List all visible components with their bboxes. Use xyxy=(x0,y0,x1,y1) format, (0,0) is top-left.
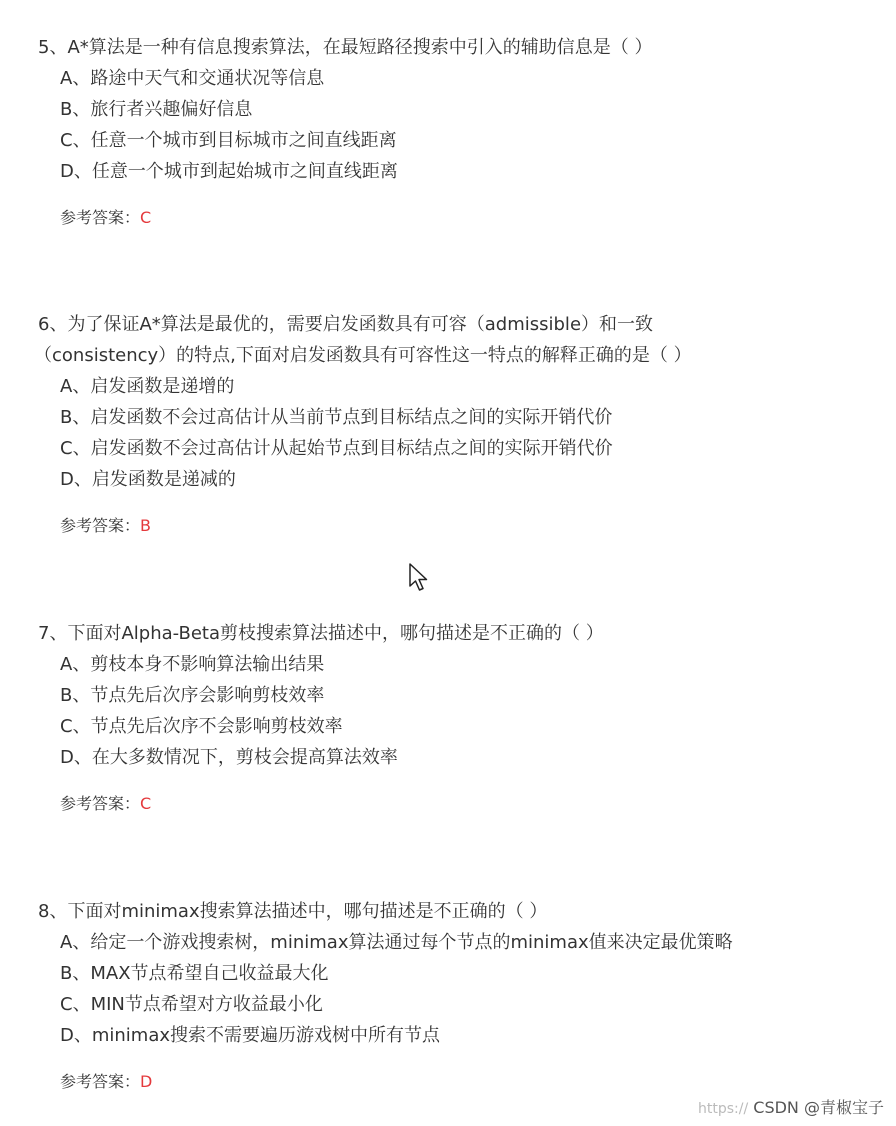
question-8-option-b: B、MAX节点希望自己收益最大化 xyxy=(60,963,329,984)
answer-label: 参考答案： xyxy=(60,516,141,535)
question-6-text xyxy=(34,309,858,371)
watermark-faded-url: https:// xyxy=(698,1101,749,1117)
question-5-text xyxy=(38,32,858,63)
question-5-option-b: B、旅行者兴趣偏好信息 xyxy=(60,99,253,120)
question-8-answer xyxy=(60,1071,858,1093)
question-6-option-d: D、启发函数是递减的 xyxy=(60,469,236,490)
question-7-answer xyxy=(60,793,858,815)
question-6-option-c: C、启发函数不会过高估计从起始节点到目标结点之间的实际开销代价 xyxy=(60,438,613,459)
question-5-option-c: C、任意一个城市到目标城市之间直线距离 xyxy=(60,130,397,151)
question-8-stem: 8、下面对minimax搜索算法描述中，哪句描述是不正确的（ ） xyxy=(38,901,548,922)
mouse-cursor-icon xyxy=(408,562,430,592)
question-7-stem: 7、下面对Alpha-Beta剪枝搜索算法描述中，哪句描述是不正确的（ ） xyxy=(38,623,604,644)
question-6 xyxy=(34,309,858,537)
question-7-option-d: D、在大多数情况下，剪枝会提高算法效率 xyxy=(60,747,398,768)
question-7-option-c: C、节点先后次序不会影响剪枝效率 xyxy=(60,716,343,737)
question-6-option-a: A、启发函数是递增的 xyxy=(60,376,235,397)
question-6-option-b: B、启发函数不会过高估计从当前节点到目标结点之间的实际开销代价 xyxy=(60,407,613,428)
question-6-answer xyxy=(60,515,858,537)
question-6-stem: 6、为了保证A*算法是最优的，需要启发函数具有可容（admissible）和一致 xyxy=(38,314,654,335)
answer-label: 参考答案： xyxy=(60,1072,141,1091)
answer-value: B xyxy=(140,516,151,535)
question-5-option-d: D、任意一个城市到起始城市之间直线距离 xyxy=(60,161,398,182)
answer-label: 参考答案： xyxy=(60,794,141,813)
csdn-watermark xyxy=(698,1095,884,1118)
question-5-answer xyxy=(60,207,858,229)
question-5-option-a: A、路途中天气和交通状况等信息 xyxy=(60,68,325,89)
question-8-option-d: D、minimax搜索不需要遍历游戏树中所有节点 xyxy=(60,1025,441,1046)
question-7 xyxy=(38,618,858,815)
question-7-option-a: A、剪枝本身不影响算法输出结果 xyxy=(60,654,325,675)
question-6-stem-continuation: （consistency）的特点,下面对启发函数具有可容性这一特点的解释正确的是（ ） xyxy=(34,345,692,366)
answer-value: C xyxy=(140,208,152,227)
question-8-text xyxy=(38,896,858,927)
question-8-option-c: C、MIN节点希望对方收益最小化 xyxy=(60,994,323,1015)
question-7-option-b: B、节点先后次序会影响剪枝效率 xyxy=(60,685,325,706)
answer-value: C xyxy=(140,794,152,813)
watermark-text: CSDN @青椒宝子 xyxy=(753,1098,884,1117)
question-8-option-a: A、给定一个游戏搜索树，minimax算法通过每个节点的minimax值来决定最优策略 xyxy=(60,932,733,953)
question-7-text xyxy=(38,618,858,649)
answer-value: D xyxy=(140,1072,153,1091)
question-8 xyxy=(38,896,858,1093)
question-5 xyxy=(38,32,858,229)
answer-label: 参考答案： xyxy=(60,208,141,227)
question-5-stem: 5、A*算法是一种有信息搜索算法，在最短路径搜索中引入的辅助信息是（ ） xyxy=(38,37,653,58)
